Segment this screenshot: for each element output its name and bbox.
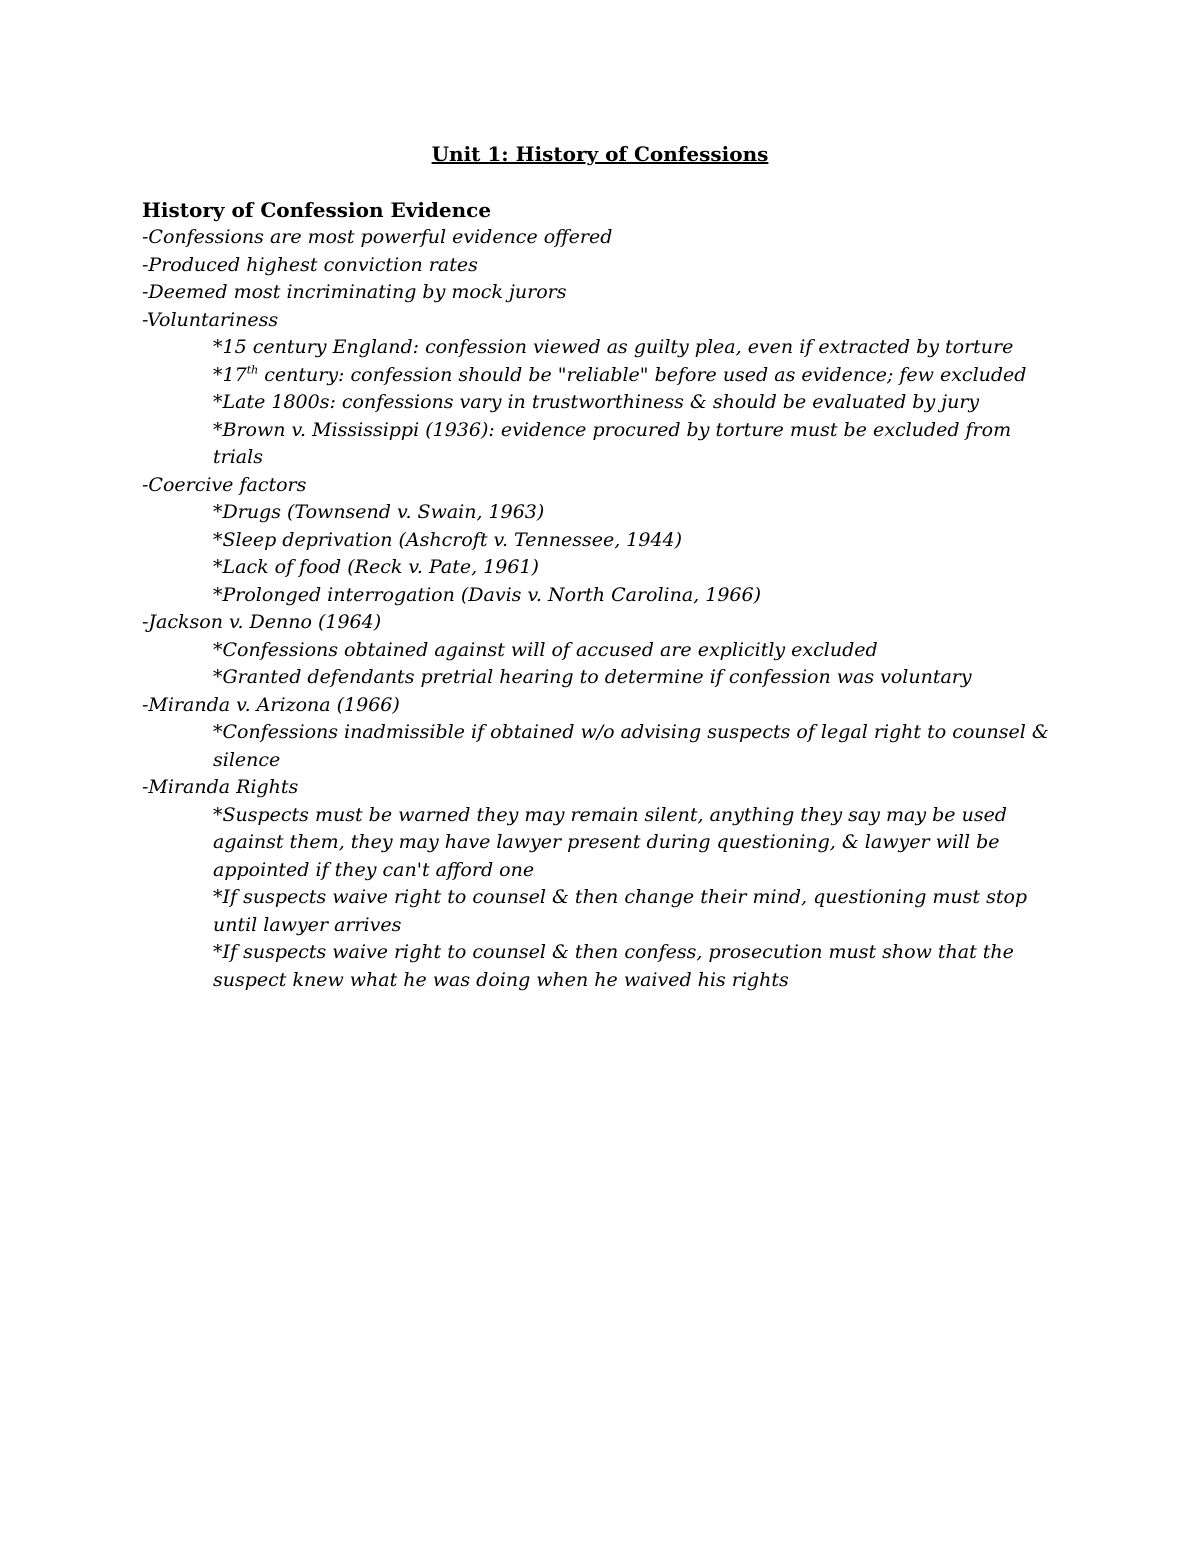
sub-bullet-line: *Brown v. Mississippi (1936): evidence procured by torture must be excluded from trials	[213, 418, 1012, 468]
superscript: th	[246, 363, 259, 377]
sub-bullet-line	[142, 362, 1053, 390]
document-body	[142, 196, 1062, 994]
sub-bullet-text: century: confession should be "reliable" before used as evidence; few excluded	[258, 363, 1027, 386]
sub-bullet-line: *Late 1800s: confessions vary in trustworthiness & should be evaluated by jury	[213, 391, 980, 413]
sub-bullet-line: *Prolonged interrogation (Davis v. North Carolina, 1966)	[213, 583, 762, 606]
sub-bullet-line: *Suspects must be warned they may remain silent, anything they say may be used against them, they may have lawyer present during questioning, & lawyer will be appointed if they can't afford one	[213, 803, 1007, 881]
sub-bullet-line: *Lack of food (Reck v. Pate, 1961)	[213, 556, 539, 578]
page-title: Unit 1: History of Confessions	[431, 142, 769, 166]
sub-bullet-line: *Granted defendants pretrial hearing to determine if confession was voluntary	[213, 666, 972, 688]
sub-bullet-text: *17	[213, 363, 247, 386]
sub-bullet-line: *15 century England: confession viewed as guilty plea, even if extracted by torture	[213, 336, 1014, 358]
bullet-line: -Produced highest conviction rates	[142, 253, 478, 276]
sub-bullet-line: *Confessions obtained against will of accused are explicitly excluded	[213, 638, 878, 661]
bullet-line: -Deemed most incriminating by mock jurors	[142, 281, 567, 303]
bullet-line: -Confessions are most powerful evidence offered	[142, 226, 613, 248]
bullet-line: -Voluntariness	[142, 308, 279, 331]
sub-bullet-line: *Sleep deprivation (Ashcroft v. Tennessee, 1944)	[213, 528, 683, 551]
sub-bullet-line: *If suspects waive right to counsel & then confess, prosecution must show that the suspect knew what he was doing when he waived his rights	[213, 941, 1014, 991]
bullet-line: -Miranda v. Arizona (1966)	[142, 693, 400, 716]
bullet-line: -Miranda Rights	[142, 776, 299, 798]
bullet-line: -Coercive factors	[142, 473, 307, 496]
sub-bullet-line: *Confessions inadmissible if obtained w/o advising suspects of legal right to counsel & silence	[213, 721, 1049, 771]
sub-bullet-line: *If suspects waive right to counsel & then change their mind, questioning must stop until lawyer arrives	[213, 886, 1028, 936]
bullet-line: -Jackson v. Denno (1964)	[142, 611, 382, 633]
sub-bullet-line: *Drugs (Townsend v. Swain, 1963)	[213, 501, 545, 523]
section-heading: History of Confession Evidence	[142, 198, 492, 222]
